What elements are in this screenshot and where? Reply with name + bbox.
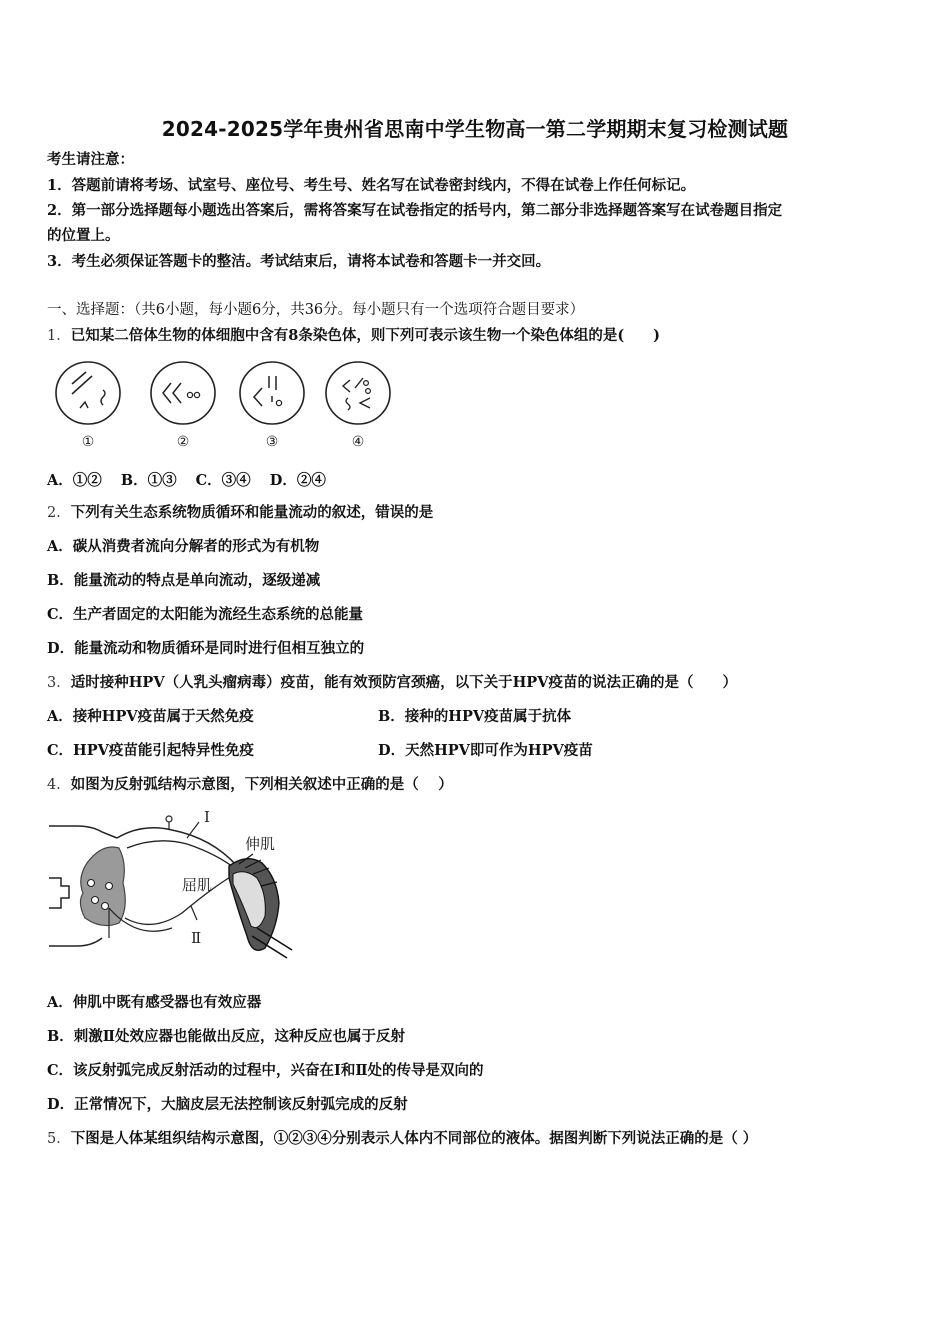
- option-c[interactable]: C．该反射弧完成反射活动的过程中，兴奋在Ⅰ和Ⅱ处的传导是双向的: [47, 1062, 484, 1079]
- question-4: [47, 775, 453, 795]
- option-b[interactable]: B．能量流动的特点是单向流动，逐级递减: [47, 572, 321, 589]
- option-d[interactable]: D．正常情况下，大脑皮层无法控制该反射弧完成的反射: [47, 1096, 408, 1113]
- option-b[interactable]: B．刺激Ⅱ处效应器也能做出反应，这种反应也属于反射: [47, 1028, 405, 1045]
- question-stem: 如图为反射弧结构示意图，下列相关叙述中正确的是（ ）: [70, 776, 453, 793]
- reflex-arc-figure: [47, 808, 297, 963]
- cell-1-diagram: [56, 362, 120, 450]
- question-stem: 适时接种HPV（人乳头瘤病毒）疫苗，能有效预防宫颈癌，以下关于HPV疫苗的说法正确的是（ ）: [70, 674, 737, 691]
- option-b[interactable]: B．①③: [120, 472, 177, 489]
- option-d[interactable]: D．②④: [269, 472, 326, 489]
- option-c[interactable]: C．HPV疫苗能引起特异性免疫: [47, 742, 254, 759]
- option-a[interactable]: A．①②: [47, 472, 102, 489]
- question-stem: 下列有关生态系统物质循环和能量流动的叙述，错误的是: [70, 504, 434, 521]
- cell-4-diagram: [326, 362, 390, 450]
- cell-2-diagram: [151, 362, 215, 450]
- label-flexor: 屈肌: [182, 877, 213, 894]
- option-a[interactable]: A．接种HPV疫苗属于天然免疫: [47, 708, 254, 725]
- question-number: 4．: [47, 777, 71, 793]
- question-stem: 已知某二倍体生物的体细胞中含有8条染色体，则下列可表示该生物一个染色体组的是( ): [70, 327, 661, 344]
- option-c[interactable]: C．生产者固定的太阳能为流经生态系统的总能量: [47, 606, 364, 623]
- question-2: [47, 503, 433, 523]
- option-d[interactable]: D．天然HPV即可作为HPV疫苗: [378, 742, 593, 759]
- option-d[interactable]: D．能量流动和物质循环是同时进行但相互独立的: [47, 640, 365, 657]
- notice-header: 考生请注意：: [47, 151, 134, 168]
- question-number: 3．: [47, 675, 71, 691]
- question-3: [47, 673, 737, 693]
- question-number: 1．: [47, 328, 71, 344]
- question-stem: 下图是人体某组织结构示意图，①②③④分别表示人体内不同部位的液体。据图判断下列说法正确的是（ ）: [70, 1130, 758, 1147]
- chromosome-figure: [50, 358, 400, 458]
- notice-item: 的位置上。: [47, 227, 120, 244]
- option-a[interactable]: A．碳从消费者流向分解者的形式为有机物: [47, 538, 320, 555]
- notice-item: 2．第一部分选择题每小题选出答案后，需将答案写在试卷指定的括号内，第二部分非选择题答案写在试卷题目指定: [47, 202, 783, 219]
- page-title: 2024-2025学年贵州省思南中学生物高一第二学期期末复习检测试题: [161, 117, 789, 141]
- figure-label-2: ②: [176, 434, 190, 450]
- figure-label-1: ①: [81, 434, 95, 450]
- notice-item: 3．考生必须保证答题卡的整洁。考试结束后，请将本试卷和答题卡一并交回。: [47, 253, 551, 270]
- question-1-options: [47, 469, 340, 490]
- option-c[interactable]: C．③④: [195, 472, 251, 489]
- notice-item: 1．答题前请将考场、试室号、座位号、考生号、姓名写在试卷密封线内，不得在试卷上作任何标记。: [47, 177, 696, 194]
- question-number: 2．: [47, 505, 71, 521]
- figure-label-3: ③: [265, 434, 279, 450]
- label-extensor: 伸肌: [245, 836, 276, 853]
- section-heading: 一、选择题：（共6小题，每小题6分，共36分。每小题只有一个选项符合题目要求）: [47, 302, 585, 318]
- figure-label-4: ④: [351, 434, 365, 450]
- cell-3-diagram: [240, 362, 304, 450]
- option-b[interactable]: B．接种的HPV疫苗属于抗体: [378, 708, 572, 725]
- option-a[interactable]: A．伸肌中既有感受器也有效应器: [47, 994, 262, 1011]
- question-5: [47, 1129, 757, 1149]
- question-number: 5．: [47, 1131, 71, 1147]
- label-I: Ⅰ: [204, 808, 210, 826]
- question-1: [47, 326, 660, 346]
- label-II: Ⅱ: [191, 929, 202, 947]
